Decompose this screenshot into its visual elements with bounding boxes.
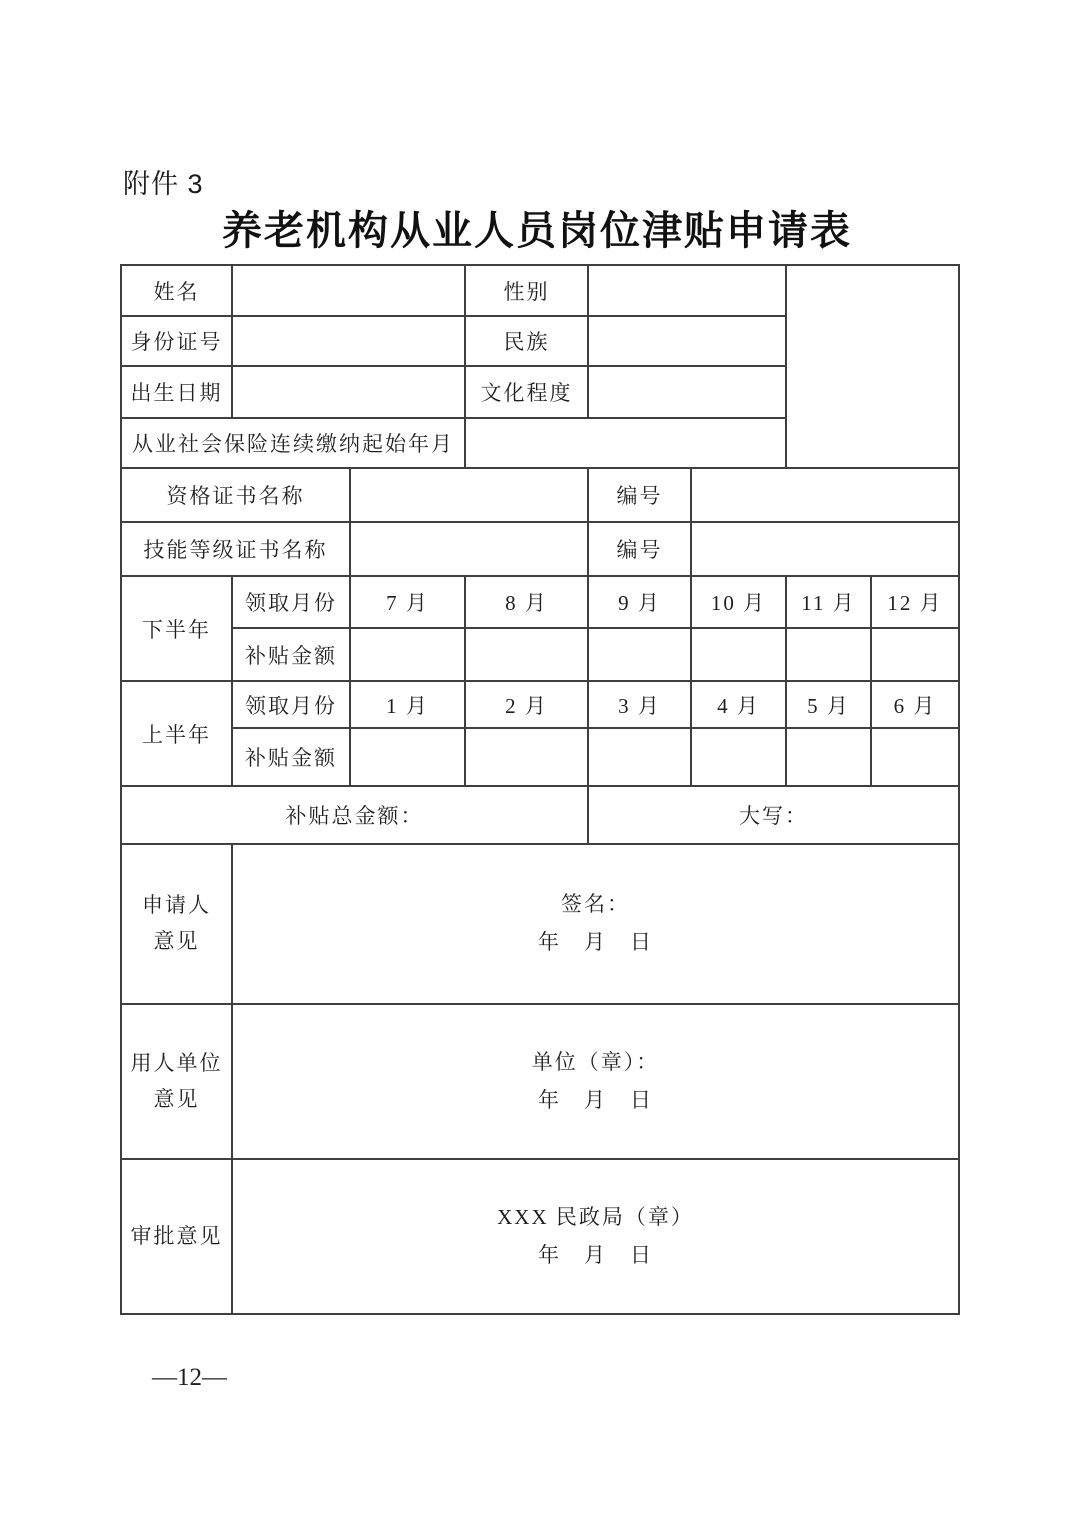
amount-in-words-label: 大写： <box>588 786 959 844</box>
row-first-half-amounts <box>121 728 959 786</box>
row-second-half-amounts <box>121 628 959 681</box>
month-header-cell: 8 月 <box>465 576 588 628</box>
employer-opinion-label-line1: 用人单位 <box>130 1050 223 1075</box>
amount-value-cell <box>786 628 871 681</box>
approval-opinion-label: 审批意见 <box>121 1159 232 1314</box>
row-approval-opinion <box>121 1159 959 1314</box>
total-amount-label: 补贴总金额： <box>121 786 588 844</box>
birth-date-value-cell <box>232 366 465 418</box>
gender-value-cell <box>588 265 786 316</box>
employer-opinion-content <box>232 1004 959 1159</box>
date-line: 年 月 日 <box>538 930 653 954</box>
month-header-cell: 12 月 <box>871 576 959 628</box>
date-line: 年 月 日 <box>538 1087 653 1112</box>
amount-value-cell <box>588 728 691 786</box>
amount-value-cell <box>871 628 959 681</box>
row-skill-cert <box>121 522 959 576</box>
amount-value-cell <box>691 728 786 786</box>
receive-month-label: 领取月份 <box>232 681 350 728</box>
education-label: 文化程度 <box>465 366 588 418</box>
id-number-label: 身份证号 <box>121 316 232 366</box>
month-header-cell: 5 月 <box>786 681 871 728</box>
page-number: —12— <box>152 1364 227 1391</box>
ethnicity-value-cell <box>588 316 786 366</box>
id-number-value-cell <box>232 316 465 366</box>
amount-value-cell <box>691 628 786 681</box>
insurance-start-value-cell <box>465 418 786 468</box>
name-value-cell <box>232 265 465 316</box>
employer-opinion-label <box>121 1004 232 1159</box>
page-title: 养老机构从业人员岗位津贴申请表 <box>222 208 852 253</box>
amount-value-cell <box>588 628 691 681</box>
gender-label: 性别 <box>465 265 588 316</box>
row-qualification-cert <box>121 468 959 522</box>
applicant-opinion-label <box>121 844 232 1004</box>
skill-no-label: 编号 <box>588 522 691 576</box>
skill-no-value-cell <box>691 522 959 576</box>
skill-name-label: 技能等级证书名称 <box>121 522 350 576</box>
first-half-label: 上半年 <box>121 681 232 786</box>
approval-opinion-content <box>232 1159 959 1314</box>
month-header-cell: 6 月 <box>871 681 959 728</box>
month-header-cell: 7 月 <box>350 576 465 628</box>
amount-row-label: 补贴金额 <box>232 728 350 786</box>
row-name-gender <box>121 265 959 316</box>
signature-label: 签名： <box>561 892 630 917</box>
qualification-no-label: 编号 <box>588 468 691 522</box>
insurance-start-label: 从业社会保险连续缴纳起始年月 <box>121 418 465 468</box>
month-header-cell: 11 月 <box>786 576 871 628</box>
qualification-no-value-cell <box>691 468 959 522</box>
amount-row-label: 补贴金额 <box>232 628 350 681</box>
applicant-opinion-label-line2: 意见 <box>153 929 200 953</box>
qualification-name-label: 资格证书名称 <box>121 468 350 522</box>
ethnicity-label: 民族 <box>465 316 588 366</box>
name-label: 姓名 <box>121 265 232 316</box>
employer-seal-label: 单位（章）： <box>531 1049 660 1074</box>
skill-name-value-cell <box>350 522 588 576</box>
applicant-opinion-label-line1: 申请人 <box>142 893 211 918</box>
month-header-cell: 2 月 <box>465 681 588 728</box>
qualification-name-value-cell <box>350 468 588 522</box>
amount-value-cell <box>350 628 465 681</box>
month-header-cell: 3 月 <box>588 681 691 728</box>
receive-month-label: 领取月份 <box>232 576 350 628</box>
amount-value-cell <box>786 728 871 786</box>
application-form-table <box>120 264 960 1315</box>
employer-opinion-label-line2: 意见 <box>153 1086 200 1111</box>
amount-value-cell <box>350 728 465 786</box>
row-second-half-months <box>121 576 959 628</box>
row-first-half-months <box>121 681 959 728</box>
amount-value-cell <box>871 728 959 786</box>
month-header-cell: 10 月 <box>691 576 786 628</box>
row-employer-opinion <box>121 1004 959 1159</box>
row-applicant-opinion <box>121 844 959 1004</box>
date-line: 年 月 日 <box>538 1242 653 1267</box>
month-header-cell: 9 月 <box>588 576 691 628</box>
month-header-cell: 1 月 <box>350 681 465 728</box>
education-value-cell <box>588 366 786 418</box>
row-total-amount <box>121 786 959 844</box>
birth-date-label: 出生日期 <box>121 366 232 418</box>
approval-seal-label: XXX 民政局（章） <box>497 1204 694 1229</box>
photo-cell <box>786 265 959 468</box>
month-header-cell: 4 月 <box>691 681 786 728</box>
applicant-opinion-content <box>232 844 959 1004</box>
attachment-label: 附件 3 <box>123 169 204 199</box>
second-half-label: 下半年 <box>121 576 232 681</box>
amount-value-cell <box>465 628 588 681</box>
amount-value-cell <box>465 728 588 786</box>
